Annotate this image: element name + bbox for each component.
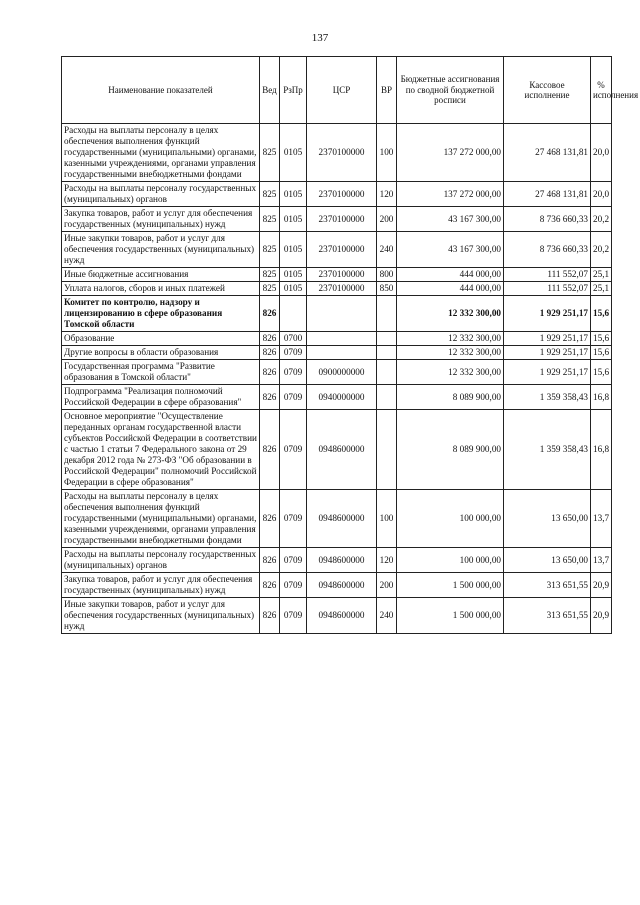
cell-name: Другие вопросы в области образования xyxy=(62,346,260,360)
cell-ved: 826 xyxy=(260,296,280,332)
cell-cash-execution: 8 736 660,33 xyxy=(504,207,591,232)
cell-csr: 2370100000 xyxy=(307,268,377,282)
cell-assignments: 137 272 000,00 xyxy=(397,182,504,207)
cell-vr: 800 xyxy=(377,268,397,282)
cell-ved: 826 xyxy=(260,332,280,346)
cell-ved: 826 xyxy=(260,573,280,598)
header-rzpr: РзПр xyxy=(280,57,307,124)
cell-ved: 825 xyxy=(260,232,280,268)
cell-ved: 825 xyxy=(260,268,280,282)
cell-assignments: 1 500 000,00 xyxy=(397,573,504,598)
header-name: Наименование показателей xyxy=(62,57,260,124)
cell-cash-execution: 1 929 251,17 xyxy=(504,360,591,385)
cell-execution-percent: 15,6 xyxy=(591,296,612,332)
cell-vr xyxy=(377,385,397,410)
cell-ved: 826 xyxy=(260,490,280,548)
cell-rzpr: 0709 xyxy=(280,346,307,360)
cell-vr xyxy=(377,296,397,332)
cell-vr: 100 xyxy=(377,124,397,182)
cell-vr: 120 xyxy=(377,548,397,573)
cell-execution-percent: 20,2 xyxy=(591,207,612,232)
cell-rzpr: 0105 xyxy=(280,182,307,207)
cell-ved: 826 xyxy=(260,410,280,490)
cell-cash-execution: 313 651,55 xyxy=(504,573,591,598)
cell-rzpr: 0709 xyxy=(280,360,307,385)
cell-assignments: 12 332 300,00 xyxy=(397,346,504,360)
cell-csr xyxy=(307,296,377,332)
table-body xyxy=(62,124,612,634)
cell-assignments: 444 000,00 xyxy=(397,282,504,296)
cell-rzpr: 0105 xyxy=(280,124,307,182)
cell-name: Уплата налогов, сборов и иных платежей xyxy=(62,282,260,296)
cell-execution-percent: 20,9 xyxy=(591,598,612,634)
cell-assignments: 100 000,00 xyxy=(397,490,504,548)
cell-name: Расходы на выплаты персоналу в целях обеспечения выполнения функций государственными (муниципальными) органами, казенными учреждениями, органами управления государственными внебюджетными фондами xyxy=(62,490,260,548)
cell-cash-execution: 1 359 358,43 xyxy=(504,410,591,490)
cell-name: Основное мероприятие "Осуществление переданных органам государственной власти субъектов Российской Федерации в соответствии с частью 1 статьи 7 Федерального закона от 29 декабря 2012 года № 273-ФЗ "Об образовании в Российской Федерации" полномочий Российской Федерации в сфере образования" xyxy=(62,410,260,490)
table-row xyxy=(62,360,612,385)
budget-execution-table xyxy=(61,56,639,634)
cell-vr: 240 xyxy=(377,232,397,268)
cell-execution-percent: 13,7 xyxy=(591,490,612,548)
cell-rzpr: 0709 xyxy=(280,548,307,573)
cell-csr: 2370100000 xyxy=(307,182,377,207)
cell-assignments: 444 000,00 xyxy=(397,268,504,282)
cell-ved: 826 xyxy=(260,346,280,360)
cell-cash-execution: 8 736 660,33 xyxy=(504,232,591,268)
cell-csr: 0948600000 xyxy=(307,573,377,598)
cell-vr: 240 xyxy=(377,598,397,634)
cell-name: Иные закупки товаров, работ и услуг для обеспечения государственных (муниципальных) нужд xyxy=(62,232,260,268)
cell-vr: 200 xyxy=(377,207,397,232)
header-cash-execution: Кассовое исполнение xyxy=(504,57,591,124)
table-row xyxy=(62,490,612,548)
table-row xyxy=(62,182,612,207)
cell-cash-execution: 1 359 358,43 xyxy=(504,385,591,410)
table-row xyxy=(62,296,612,332)
cell-execution-percent: 25,1 xyxy=(591,268,612,282)
cell-rzpr: 0105 xyxy=(280,207,307,232)
table-row xyxy=(62,207,612,232)
cell-assignments: 8 089 900,00 xyxy=(397,385,504,410)
table-row xyxy=(62,232,612,268)
table-row xyxy=(62,124,612,182)
cell-rzpr: 0105 xyxy=(280,282,307,296)
cell-name: Комитет по контролю, надзору и лицензированию в сфере образования Томской области xyxy=(62,296,260,332)
cell-name: Иные бюджетные ассигнования xyxy=(62,268,260,282)
cell-vr: 200 xyxy=(377,573,397,598)
cell-execution-percent: 16,8 xyxy=(591,410,612,490)
cell-cash-execution: 27 468 131,81 xyxy=(504,182,591,207)
cell-execution-percent: 15,6 xyxy=(591,360,612,385)
header-assignments: Бюджетные ассигнования по сводной бюджетной росписи xyxy=(397,57,504,124)
cell-assignments: 8 089 900,00 xyxy=(397,410,504,490)
cell-name: Государственная программа "Развитие образования в Томской области" xyxy=(62,360,260,385)
cell-name: Закупка товаров, работ и услуг для обеспечения государственных (муниципальных) нужд xyxy=(62,573,260,598)
cell-ved: 825 xyxy=(260,282,280,296)
cell-vr xyxy=(377,410,397,490)
table-row xyxy=(62,410,612,490)
cell-csr: 2370100000 xyxy=(307,232,377,268)
header-csr: ЦСР xyxy=(307,57,377,124)
header-vr: ВР xyxy=(377,57,397,124)
cell-execution-percent: 15,6 xyxy=(591,346,612,360)
cell-csr: 0948600000 xyxy=(307,598,377,634)
table-row xyxy=(62,548,612,573)
cell-ved: 826 xyxy=(260,360,280,385)
cell-execution-percent: 20,2 xyxy=(591,232,612,268)
cell-assignments: 43 167 300,00 xyxy=(397,232,504,268)
cell-name: Образование xyxy=(62,332,260,346)
cell-ved: 825 xyxy=(260,182,280,207)
cell-cash-execution: 111 552,07 xyxy=(504,282,591,296)
table-row xyxy=(62,282,612,296)
cell-assignments: 43 167 300,00 xyxy=(397,207,504,232)
cell-execution-percent: 20,0 xyxy=(591,124,612,182)
cell-csr: 0940000000 xyxy=(307,385,377,410)
cell-cash-execution: 1 929 251,17 xyxy=(504,296,591,332)
cell-csr xyxy=(307,346,377,360)
cell-execution-percent: 20,0 xyxy=(591,182,612,207)
table-row xyxy=(62,573,612,598)
cell-csr: 2370100000 xyxy=(307,282,377,296)
cell-vr xyxy=(377,360,397,385)
cell-execution-percent: 16,8 xyxy=(591,385,612,410)
cell-csr: 0948600000 xyxy=(307,548,377,573)
cell-name: Закупка товаров, работ и услуг для обеспечения государственных (муниципальных) нужд xyxy=(62,207,260,232)
cell-vr: 100 xyxy=(377,490,397,548)
cell-rzpr: 0709 xyxy=(280,410,307,490)
table-row xyxy=(62,385,612,410)
cell-ved: 826 xyxy=(260,548,280,573)
cell-cash-execution: 27 468 131,81 xyxy=(504,124,591,182)
cell-csr: 2370100000 xyxy=(307,124,377,182)
cell-csr xyxy=(307,332,377,346)
cell-vr xyxy=(377,346,397,360)
cell-ved: 825 xyxy=(260,124,280,182)
cell-vr: 120 xyxy=(377,182,397,207)
cell-name: Иные закупки товаров, работ и услуг для обеспечения государственных (муниципальных) нужд xyxy=(62,598,260,634)
cell-csr: 0948600000 xyxy=(307,490,377,548)
cell-cash-execution: 111 552,07 xyxy=(504,268,591,282)
cell-cash-execution: 13 650,00 xyxy=(504,548,591,573)
table-row xyxy=(62,268,612,282)
table-row xyxy=(62,598,612,634)
cell-ved: 826 xyxy=(260,385,280,410)
table-row xyxy=(62,332,612,346)
table-row xyxy=(62,346,612,360)
cell-cash-execution: 313 651,55 xyxy=(504,598,591,634)
cell-assignments: 137 272 000,00 xyxy=(397,124,504,182)
cell-execution-percent: 15,6 xyxy=(591,332,612,346)
cell-vr xyxy=(377,332,397,346)
cell-ved: 825 xyxy=(260,207,280,232)
cell-rzpr: 0709 xyxy=(280,490,307,548)
table-header-row xyxy=(62,57,612,124)
cell-assignments: 1 500 000,00 xyxy=(397,598,504,634)
cell-rzpr: 0709 xyxy=(280,573,307,598)
cell-csr: 0948600000 xyxy=(307,410,377,490)
cell-vr: 850 xyxy=(377,282,397,296)
cell-name: Расходы на выплаты персоналу в целях обеспечения выполнения функций государственными (муниципальными) органами, казенными учреждениями, органами управления государственными внебюджетными фондами xyxy=(62,124,260,182)
cell-assignments: 12 332 300,00 xyxy=(397,332,504,346)
cell-assignments: 100 000,00 xyxy=(397,548,504,573)
cell-assignments: 12 332 300,00 xyxy=(397,296,504,332)
cell-csr: 2370100000 xyxy=(307,207,377,232)
header-ved: Вед xyxy=(260,57,280,124)
cell-rzpr: 0105 xyxy=(280,232,307,268)
cell-execution-percent: 25,1 xyxy=(591,282,612,296)
cell-ved: 826 xyxy=(260,598,280,634)
cell-execution-percent: 13,7 xyxy=(591,548,612,573)
cell-rzpr: 0700 xyxy=(280,332,307,346)
cell-name: Расходы на выплаты персоналу государственных (муниципальных) органов xyxy=(62,182,260,207)
cell-rzpr: 0709 xyxy=(280,598,307,634)
page-number: 137 xyxy=(311,32,329,44)
cell-name: Подпрограмма "Реализация полномочий Российской Федерации в сфере образования" xyxy=(62,385,260,410)
cell-assignments: 12 332 300,00 xyxy=(397,360,504,385)
cell-rzpr: 0709 xyxy=(280,385,307,410)
cell-cash-execution: 13 650,00 xyxy=(504,490,591,548)
cell-rzpr xyxy=(280,296,307,332)
cell-execution-percent: 20,9 xyxy=(591,573,612,598)
cell-cash-execution: 1 929 251,17 xyxy=(504,332,591,346)
cell-rzpr: 0105 xyxy=(280,268,307,282)
header-execution-percent: % исполнения xyxy=(591,57,612,124)
cell-name: Расходы на выплаты персоналу государственных (муниципальных) органов xyxy=(62,548,260,573)
cell-csr: 0900000000 xyxy=(307,360,377,385)
cell-cash-execution: 1 929 251,17 xyxy=(504,346,591,360)
